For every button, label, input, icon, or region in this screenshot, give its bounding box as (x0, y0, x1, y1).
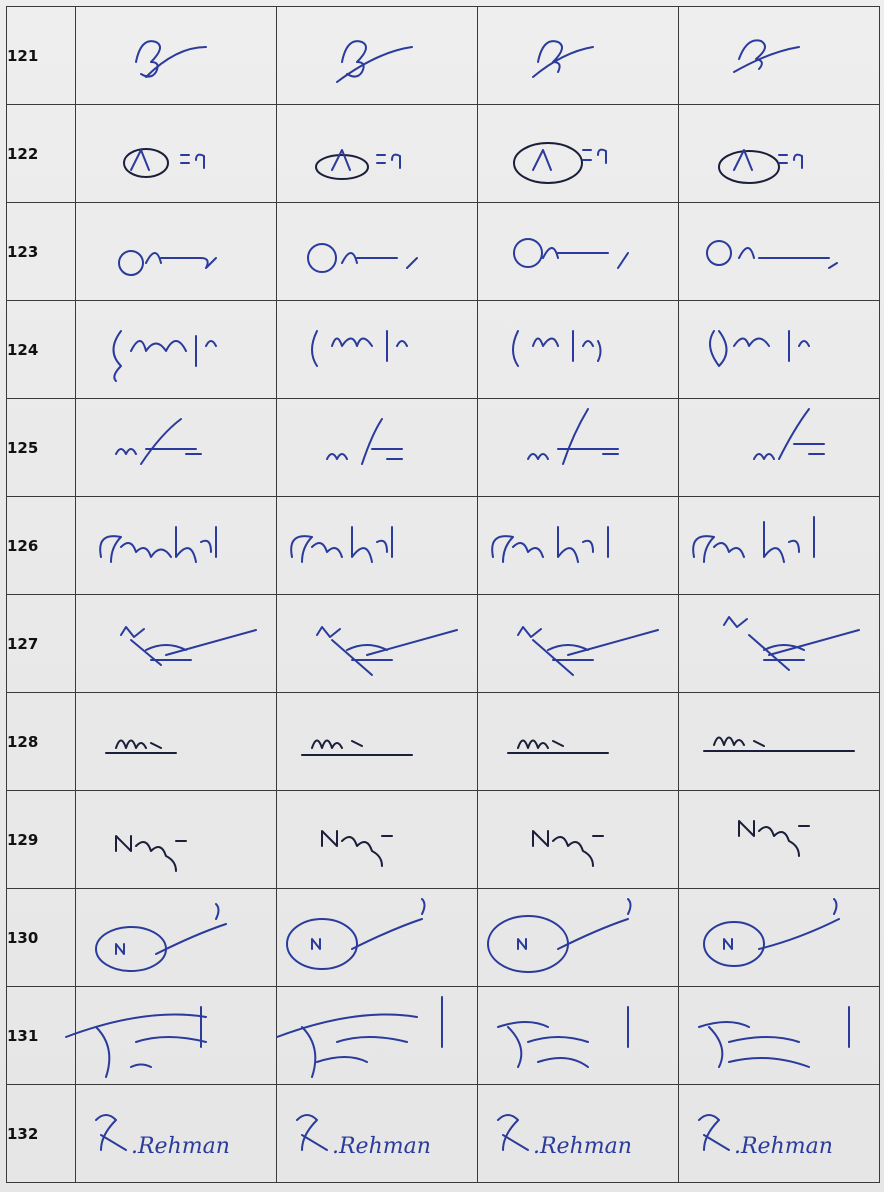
signature-image (277, 1085, 477, 1182)
signature-cell (679, 791, 880, 889)
signature-cell (76, 301, 277, 399)
signature-image (478, 105, 678, 202)
signature-image (277, 399, 477, 496)
signature-image (76, 399, 276, 496)
signature-image (679, 497, 879, 594)
signature-image (76, 1085, 276, 1182)
signature-cell (76, 7, 277, 105)
signature-cell (478, 889, 679, 987)
signature-image (679, 203, 879, 300)
signature-image (76, 987, 276, 1084)
table-row (7, 497, 880, 595)
row-number: 126 (7, 497, 76, 595)
signature-table (6, 6, 880, 1183)
signature-cell (478, 693, 679, 791)
table-row (7, 301, 880, 399)
row-number: 129 (7, 791, 76, 889)
signature-cell (277, 693, 478, 791)
table-row (7, 791, 880, 889)
row-number: 122 (7, 105, 76, 203)
signature-cell (679, 399, 880, 497)
signature-image (679, 7, 879, 104)
signature-image (76, 889, 276, 986)
signature-image (277, 7, 477, 104)
signature-cell (277, 105, 478, 203)
signature-cell (76, 595, 277, 693)
signature-image (679, 595, 879, 692)
signature-cell (478, 203, 679, 301)
signature-cell (76, 1085, 277, 1183)
signature-image (478, 497, 678, 594)
row-number: 124 (7, 301, 76, 399)
signature-image (76, 595, 276, 692)
row-number: 121 (7, 7, 76, 105)
table-row (7, 987, 880, 1085)
table-row (7, 399, 880, 497)
svg-text:.Rehman: .Rehman (131, 1134, 230, 1159)
signature-cell (679, 301, 880, 399)
signature-cell (679, 1085, 880, 1183)
table-row (7, 7, 880, 105)
row-number: 125 (7, 399, 76, 497)
signature-cell (76, 889, 277, 987)
signature-cell (679, 987, 880, 1085)
signature-cell (277, 595, 478, 693)
signature-image (277, 105, 477, 202)
signature-cell (478, 1085, 679, 1183)
signature-image (478, 301, 678, 398)
signature-cell (679, 595, 880, 693)
signature-cell (277, 1085, 478, 1183)
signature-image (277, 595, 477, 692)
table-row (7, 1085, 880, 1183)
signature-cell (277, 889, 478, 987)
signature-image (76, 203, 276, 300)
signature-image (478, 987, 678, 1084)
signature-cell (478, 791, 679, 889)
signature-cell (478, 301, 679, 399)
signature-image (76, 693, 276, 790)
signature-cell (277, 399, 478, 497)
table-row (7, 889, 880, 987)
signature-image (76, 7, 276, 104)
signature-image (277, 203, 477, 300)
signature-cell (76, 791, 277, 889)
signature-image (478, 889, 678, 986)
signature-image (679, 987, 879, 1084)
signature-image (478, 791, 678, 888)
signature-cell (76, 105, 277, 203)
svg-text:.Rehman: .Rehman (734, 1134, 833, 1159)
signature-image (478, 693, 678, 790)
signature-cell (277, 987, 478, 1085)
table-row (7, 595, 880, 693)
signature-cell (679, 203, 880, 301)
signature-cell (277, 497, 478, 595)
signature-image (478, 399, 678, 496)
signature-cell (76, 693, 277, 791)
signature-cell (76, 497, 277, 595)
svg-text:.Rehman: .Rehman (332, 1134, 431, 1159)
signature-image (277, 791, 477, 888)
svg-text:.Rehman: .Rehman (533, 1134, 632, 1159)
row-number: 128 (7, 693, 76, 791)
signature-image (76, 301, 276, 398)
signature-image (478, 1085, 678, 1182)
signature-image (478, 203, 678, 300)
signature-cell (679, 889, 880, 987)
signature-image (277, 301, 477, 398)
signature-image (277, 889, 477, 986)
row-number: 132 (7, 1085, 76, 1183)
signature-image (679, 889, 879, 986)
signature-image (679, 105, 879, 202)
signature-cell (679, 105, 880, 203)
row-number: 131 (7, 987, 76, 1085)
signature-image (679, 1085, 879, 1182)
signature-cell (277, 7, 478, 105)
signature-cell (679, 497, 880, 595)
signature-cell (277, 301, 478, 399)
signature-cell (76, 203, 277, 301)
signature-image (277, 497, 477, 594)
signature-image (76, 791, 276, 888)
table-row (7, 203, 880, 301)
signature-image (76, 497, 276, 594)
signature-cell (277, 791, 478, 889)
row-number: 127 (7, 595, 76, 693)
signature-image (76, 105, 276, 202)
row-number: 130 (7, 889, 76, 987)
signature-image (679, 791, 879, 888)
signature-cell (478, 987, 679, 1085)
table-row (7, 105, 880, 203)
signature-image (679, 693, 879, 790)
signature-cell (478, 497, 679, 595)
signature-cell (478, 595, 679, 693)
signature-cell (679, 7, 880, 105)
signature-cell (478, 105, 679, 203)
signature-image (679, 301, 879, 398)
signature-cell (76, 987, 277, 1085)
signature-cell (76, 399, 277, 497)
signature-image (277, 693, 477, 790)
signature-cell (478, 399, 679, 497)
signature-image (679, 399, 879, 496)
signature-cell (679, 693, 880, 791)
table-row (7, 693, 880, 791)
signature-image (478, 7, 678, 104)
signature-cell (277, 203, 478, 301)
row-number: 123 (7, 203, 76, 301)
signature-image (478, 595, 678, 692)
signature-image (277, 987, 477, 1084)
signature-cell (478, 7, 679, 105)
